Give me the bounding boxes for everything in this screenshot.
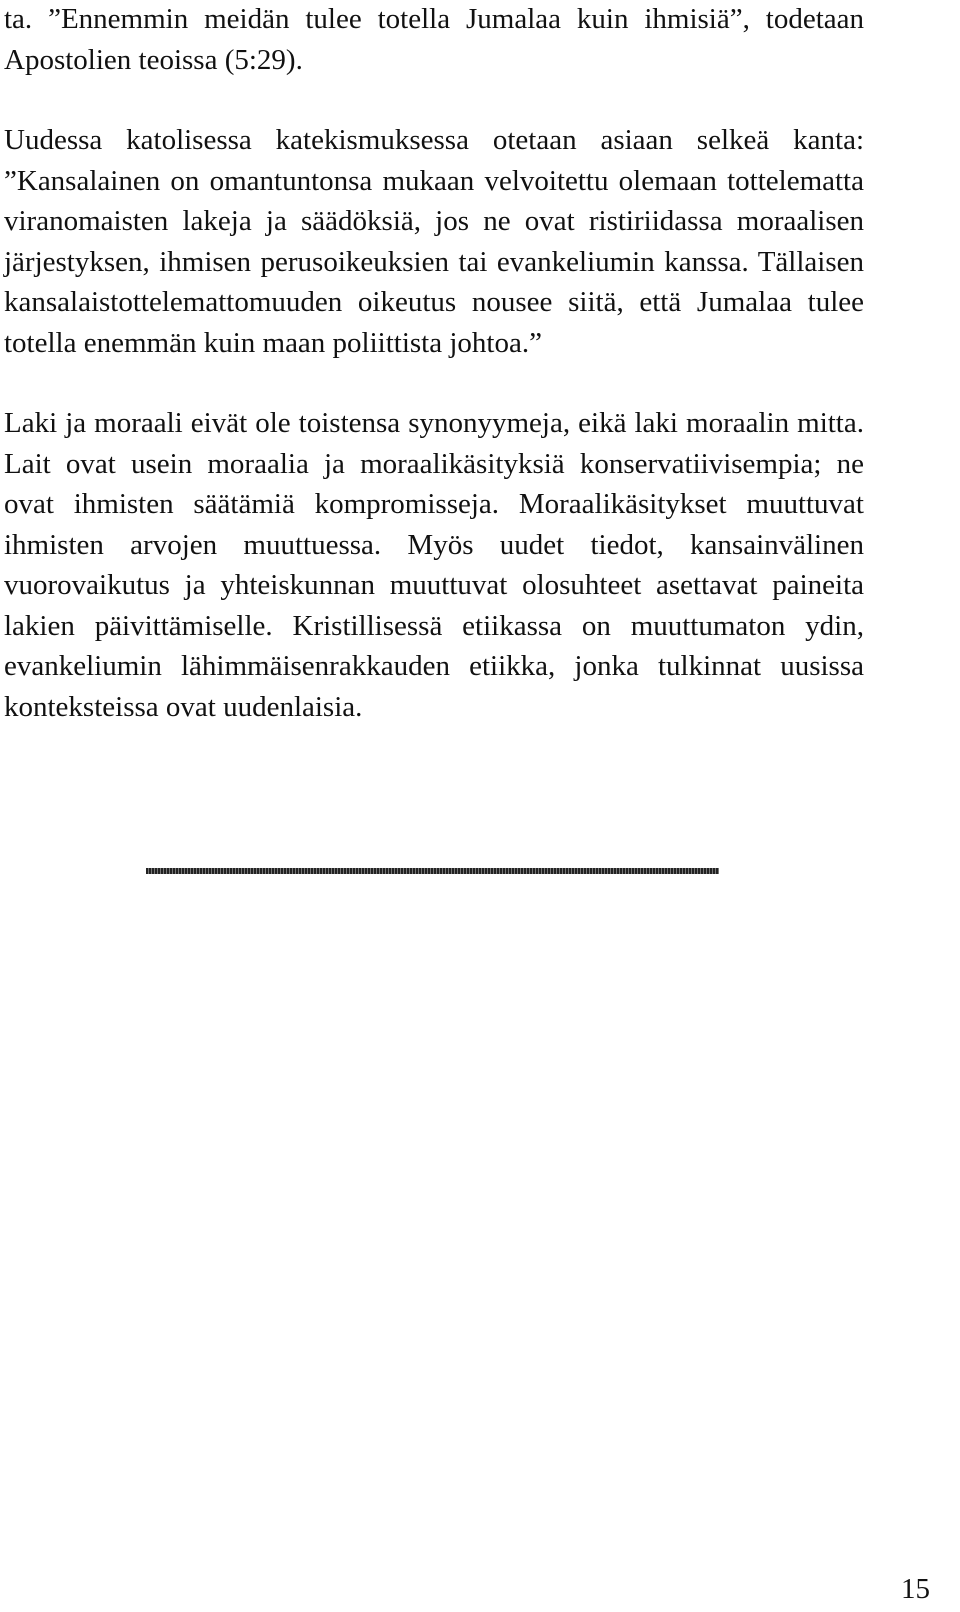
document-body [4, 0, 864, 727]
paragraph-catechism: Uudessa katolisessa katekismuksessa otetaan asiaan selkeä kanta: ”Kansalainen on omantuntonsa mukaan velvoitettu olemaan tottelematta viranomaisten lakeja ja säädöksiä, jos ne ovat ristiriidassa moraalisen järjestyksen, ihmisen perusoikeuksien tai evankeliumin kanssa. Tällaisen kansalaistottelemattomuuden oikeutus nousee siitä, että Jumalaa tulee totella enemmän kuin maan poliittista johtoa.” [4, 124, 864, 359]
paragraph-law-and-morality: Laki ja moraali eivät ole toistensa synonyymeja, eikä laki moraalin mitta. Lait ovat usein moraalia ja moraalikäsityksiä konservatiivisempia; ne ovat ihmisten säätämiä kompromisseja. Moraalikäsitykset muuttuvat ihmisten arvojen muuttuessa. Myös uudet tiedot, kansainvälinen vuorovaikutus ja yhteiskunnan muuttuvat olosuhteet asettavat paineita lakien päivittämiselle. Kristillisessä etiikassa on muuttumaton ydin, evankeliumin lähimmäisenrakkauden etiikka, jonka tulkinnat uusissa konteksteissa ovat uudenlaisia. [4, 407, 864, 723]
paragraph-continuation: ta. ”Ennemmin meidän tulee totella Jumalaa kuin ihmisiä”, todetaan Apostolien teoissa (5:29). [4, 3, 864, 76]
page-number: 15 [901, 1573, 930, 1605]
section-separator-line [146, 868, 719, 874]
